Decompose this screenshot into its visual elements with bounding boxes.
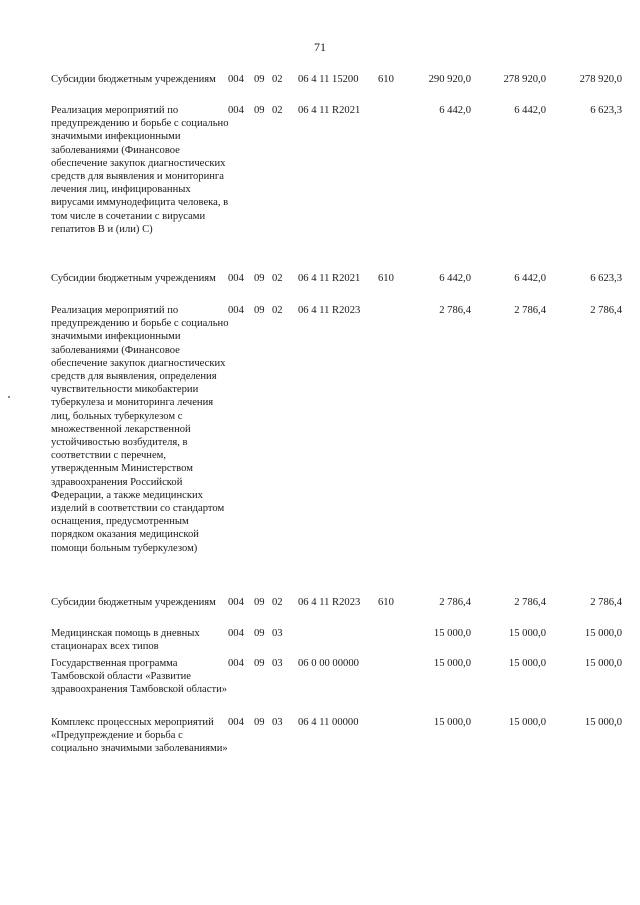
row-amount-year2: 15 000,0 (508, 628, 546, 639)
row-ministry-code: 004 (228, 305, 244, 316)
row-amount-year3: 2 786,4 (590, 597, 622, 608)
row-subsection-code: 02 (272, 597, 283, 608)
row-target-code: 06 4 11 15200 (298, 74, 359, 85)
page-number: 71 (314, 40, 326, 54)
row-amount-year1: 6 442,0 (439, 105, 471, 116)
row-ministry-code: 004 (228, 105, 244, 116)
row-amount-year2: 2 786,4 (514, 305, 546, 316)
row-name: Субсидии бюджетным учреждениям (51, 74, 216, 85)
row-section-code: 09 (254, 305, 265, 316)
row-expense-type: 610 (378, 74, 394, 85)
row-amount-year2: 6 442,0 (514, 273, 546, 284)
row-target-code: 06 4 11 R2021 (298, 105, 361, 116)
row-amount-year1: 2 786,4 (439, 597, 471, 608)
row-amount-year1: 15 000,0 (433, 628, 471, 639)
row-amount-year2: 15 000,0 (508, 717, 546, 728)
row-subsection-code: 02 (272, 305, 283, 316)
row-section-code: 09 (254, 74, 265, 85)
row-ministry-code: 004 (228, 628, 244, 639)
row-section-code: 09 (254, 597, 265, 608)
row-name: Государственная программа Тамбовской области «Развитие здравоохранения Тамбовской области» (51, 658, 228, 696)
row-subsection-code: 03 (272, 628, 283, 639)
row-amount-year2: 278 920,0 (503, 74, 546, 85)
row-target-code: 06 4 11 00000 (298, 717, 359, 728)
margin-speck (8, 396, 10, 398)
row-name: Реализация мероприятий по предупреждению и борьбе с социально значимыми инфекционными заболеваниями (Финансовое обеспечение закупок диагностических средств для выявления и мониторинга лечения лиц, инфицированных вирусами иммунодефицита человека, в том числе в сочетании с вирусами гепатитов В и (или) С) (51, 105, 229, 235)
row-section-code: 09 (254, 628, 265, 639)
row-amount-year3: 6 623,3 (590, 105, 622, 116)
row-amount-year1: 290 920,0 (428, 74, 471, 85)
row-amount-year2: 2 786,4 (514, 597, 546, 608)
row-target-code: 06 4 11 R2021 (298, 273, 361, 284)
row-section-code: 09 (254, 658, 265, 669)
row-target-code: 06 4 11 R2023 (298, 597, 361, 608)
row-section-code: 09 (254, 273, 265, 284)
row-subsection-code: 02 (272, 74, 283, 85)
row-ministry-code: 004 (228, 717, 244, 728)
row-name: Реализация мероприятий по предупреждению и борьбе с социально значимыми инфекционными заболеваниями (Финансовое обеспечение закупок диагностических средств для выявления, определения чувствительности микобактерии туберкулеза и мониторинга лечения лиц, больных туберкулезом с множественной лекарственной устойчивостью возбудителя, в соответствии с перечнем, утвержденным Министерством здравоохранения Российской Федерации, а также медицинских изделий в соответствии со стандартом оснащения, предусмотренным порядком оказания медицинской помощи больным туберкулезом) (51, 305, 229, 554)
row-subsection-code: 02 (272, 105, 283, 116)
row-amount-year2: 6 442,0 (514, 105, 546, 116)
row-amount-year3: 15 000,0 (584, 658, 622, 669)
row-ministry-code: 004 (228, 273, 244, 284)
row-ministry-code: 004 (228, 658, 244, 669)
row-amount-year3: 15 000,0 (584, 628, 622, 639)
row-ministry-code: 004 (228, 74, 244, 85)
row-ministry-code: 004 (228, 597, 244, 608)
row-name: Медицинская помощь в дневных стационарах всех типов (51, 628, 200, 653)
row-name: Комплекс процессных мероприятий «Предупреждение и борьба с социально значимыми заболеваниями» (51, 717, 228, 755)
row-amount-year1: 6 442,0 (439, 273, 471, 284)
row-section-code: 09 (254, 105, 265, 116)
row-amount-year3: 2 786,4 (590, 305, 622, 316)
row-amount-year3: 278 920,0 (579, 74, 622, 85)
row-section-code: 09 (254, 717, 265, 728)
row-amount-year3: 15 000,0 (584, 717, 622, 728)
row-name: Субсидии бюджетным учреждениям (51, 597, 216, 608)
row-subsection-code: 03 (272, 658, 283, 669)
row-amount-year1: 15 000,0 (433, 658, 471, 669)
row-name: Субсидии бюджетным учреждениям (51, 273, 216, 284)
row-subsection-code: 02 (272, 273, 283, 284)
row-amount-year1: 15 000,0 (433, 717, 471, 728)
row-target-code: 06 0 00 00000 (298, 658, 359, 669)
row-amount-year1: 2 786,4 (439, 305, 471, 316)
row-target-code: 06 4 11 R2023 (298, 305, 361, 316)
row-amount-year3: 6 623,3 (590, 273, 622, 284)
row-expense-type: 610 (378, 273, 394, 284)
row-subsection-code: 03 (272, 717, 283, 728)
row-amount-year2: 15 000,0 (508, 658, 546, 669)
row-expense-type: 610 (378, 597, 394, 608)
